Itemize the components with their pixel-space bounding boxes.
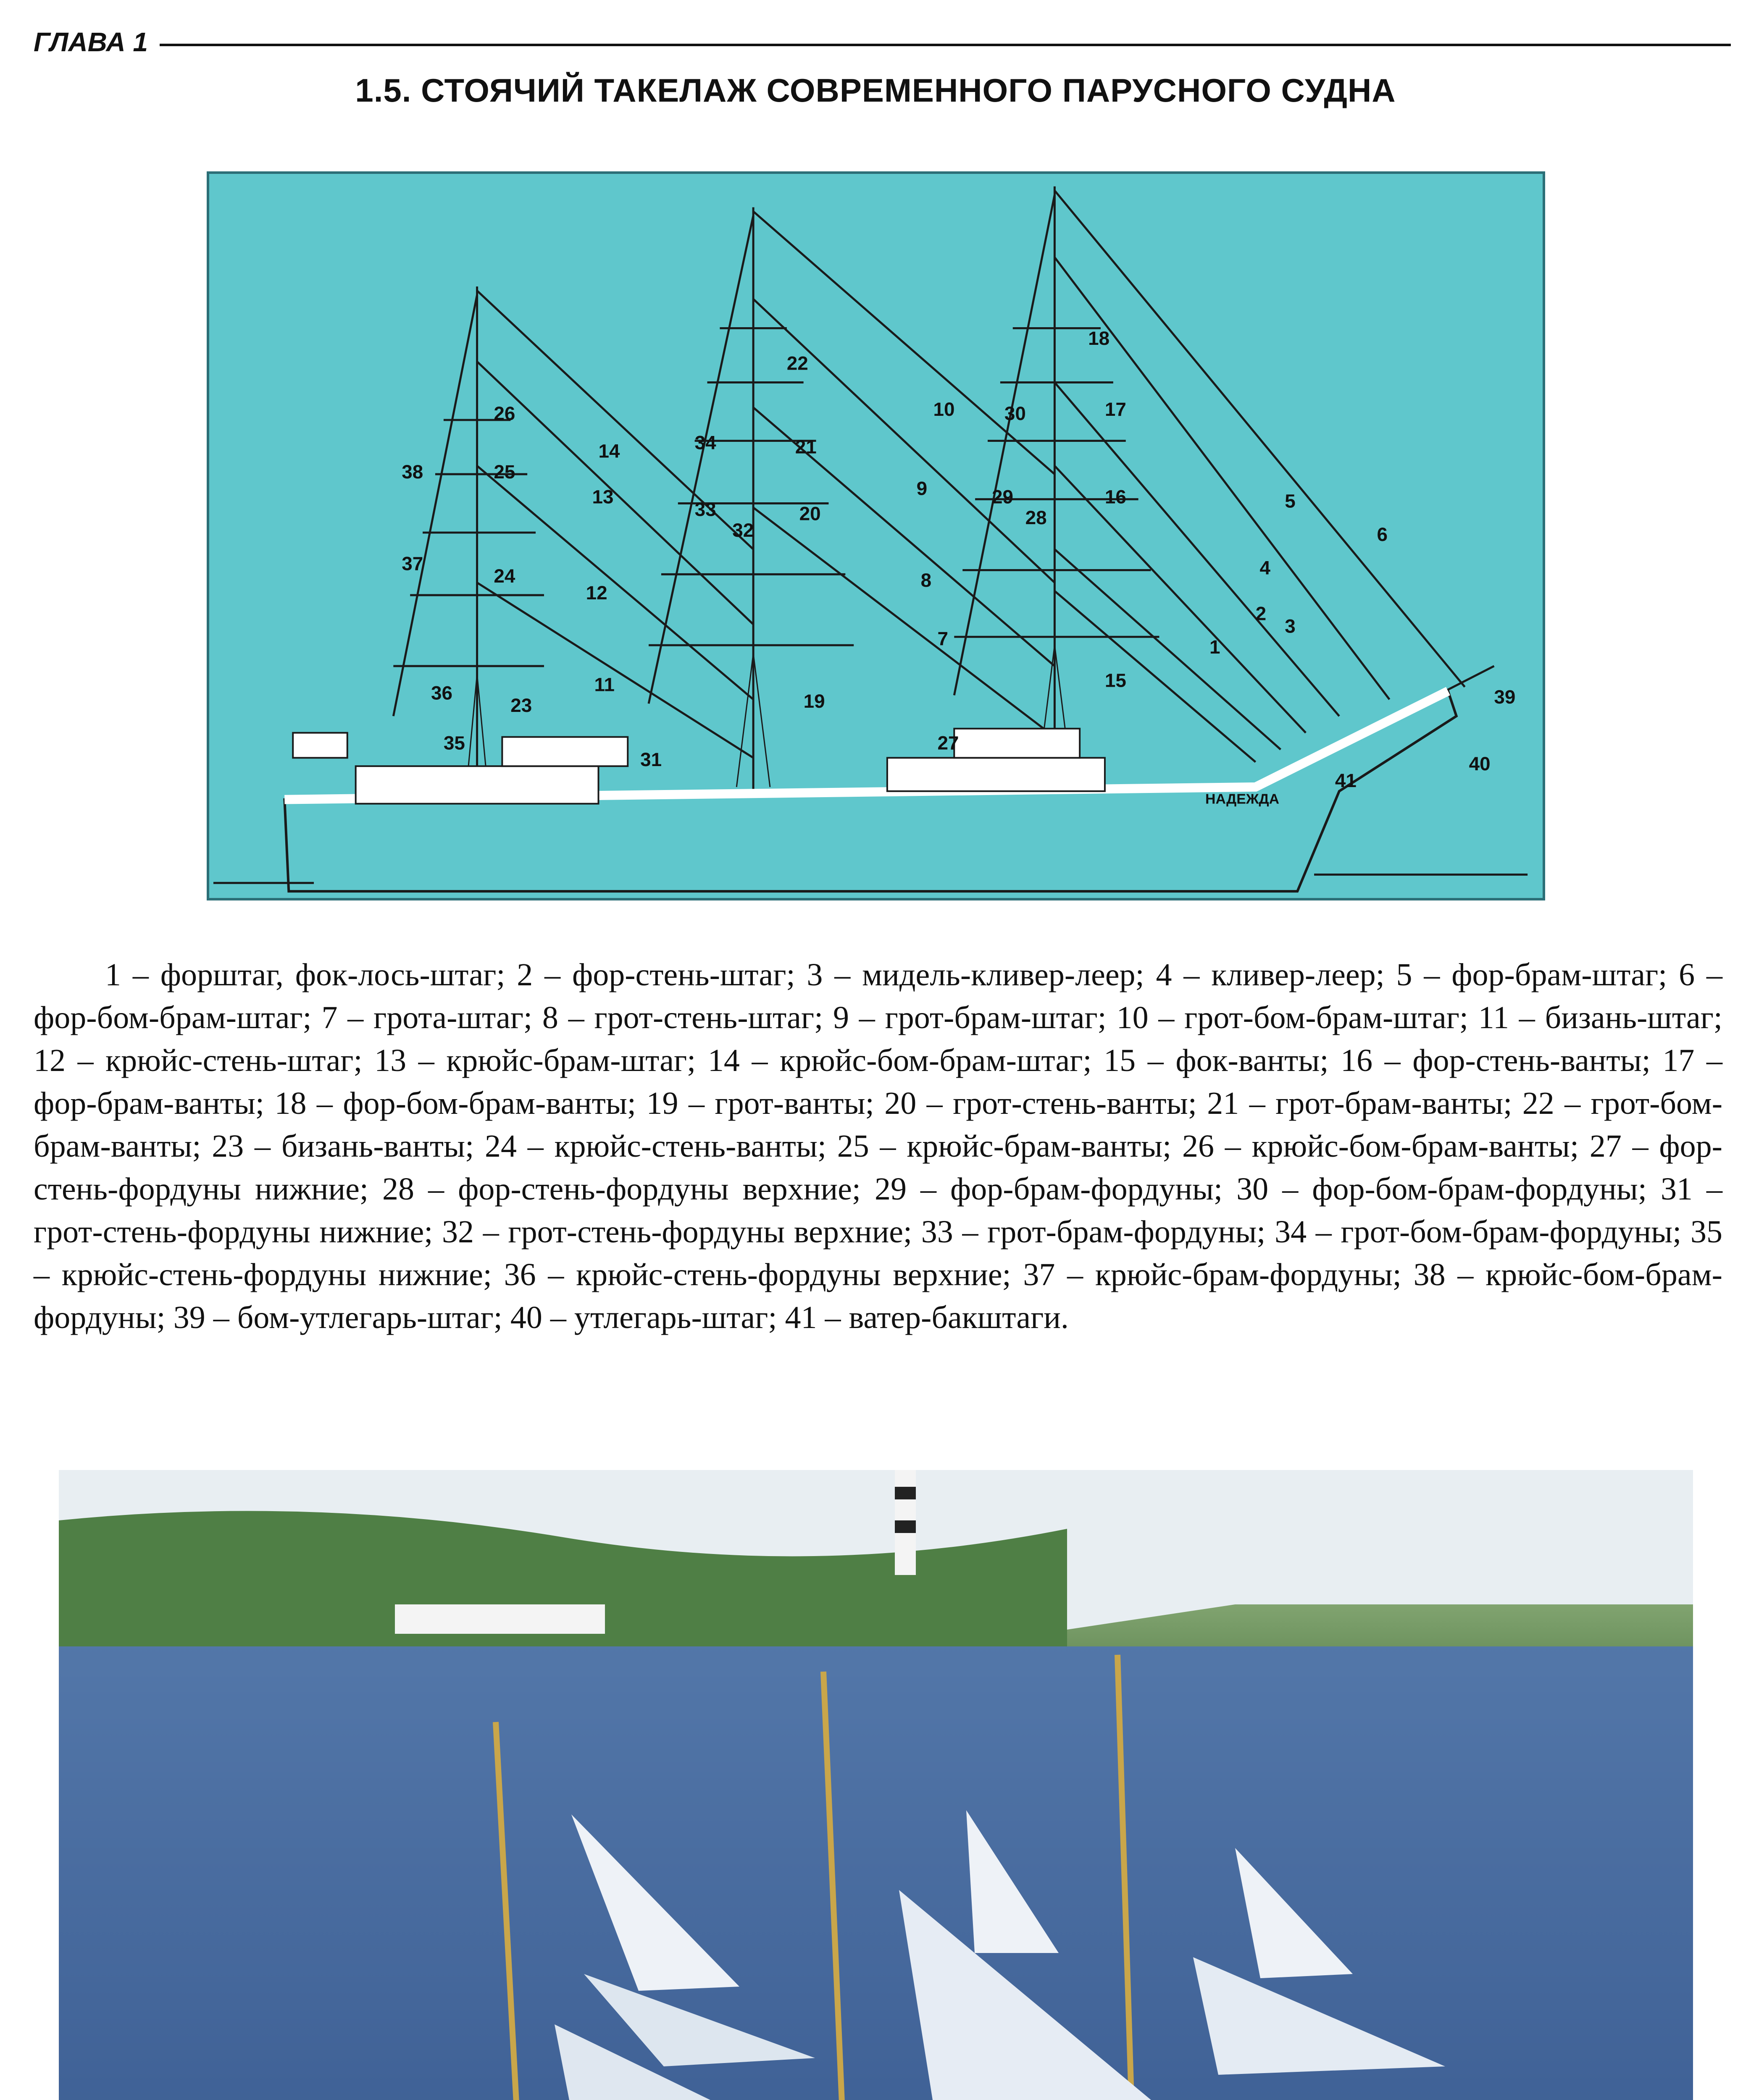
rigging-number-11: 11 xyxy=(594,674,615,696)
rigging-number-9: 9 xyxy=(916,478,928,499)
rigging-number-25: 25 xyxy=(494,461,515,483)
rigging-number-22: 22 xyxy=(786,352,808,374)
sailing-ship-photo-svg xyxy=(59,1470,1693,2100)
sailing-ship-photo xyxy=(59,1470,1693,2100)
rigging-number-26: 26 xyxy=(494,402,515,424)
rigging-legend: 1 – форштаг, фок-лось-штаг; 2 – фор-стень-штаг; 3 – мидель-кливер-леер; 4 – кливер-леер; 5 – фор-брам-штаг; 6 – фор-бом-брам-штаг; 7 – грота-штаг; 8 – грот-стень-штаг; 9 – грот-брам-штаг; 10 – грот-бом-брам-штаг; 11 – бизань-штаг; 12 – крюйс-стень-штаг; 13 – крюйс-брам-штаг; 14 – крюйс-бом-брам-штаг; 15 – фок-ванты; 16 – фор-стень-ванты; 17 – фор-брам-ванты; 18 – фор-бом-брам-ванты; 19 – грот-ванты; 20 – грот-стень-ванты; 21 – грот-брам-ванты; 22 – грот-бом-брам-ванты; 23 – бизань-ванты; 24 – крюйс-стень-ванты; 25 – крюйс-брам-ванты; 26 – крюйс-бом-брам-ванты; 27 – фор-стень-фордуны нижние; 28 – фор-стень-фордуны верхние; 29 – фор-брам-фордуны; 30 – фор-бом-брам-фордуны; 31 – грот-стень-фордуны нижние; 32 – грот-стень-фордуны верхние; 33 – грот-брам-фордуны; 34 – грот-бом-брам-фордуны; 35 – крюйс-стень-фордуны нижние; 36 – крюйс-стень-фордуны верхние; 37 – крюйс-брам-фордуны; 38 – крюйс-бом-брам-фордуны; 39 – бом-утлегарь-штаг; 40 – утлегарь-штаг; 41 – ватер-бакштаги. xyxy=(34,957,1722,1335)
rigging-number-5: 5 xyxy=(1285,490,1296,512)
rigging-number-10: 10 xyxy=(933,399,955,420)
rigging-number-18: 18 xyxy=(1088,328,1110,349)
rigging-number-3: 3 xyxy=(1285,615,1296,637)
header-rule xyxy=(160,44,1731,46)
rigging-number-34: 34 xyxy=(694,432,716,454)
rigging-number-1: 1 xyxy=(1209,636,1220,658)
rigging-number-14: 14 xyxy=(598,440,620,462)
rigging-number-36: 36 xyxy=(431,682,452,704)
rigging-number-41: 41 xyxy=(1335,769,1357,791)
rigging-diagram-svg xyxy=(209,174,1543,898)
rigging-number-23: 23 xyxy=(510,695,532,717)
rigging-diagram xyxy=(207,171,1545,900)
rigging-number-15: 15 xyxy=(1104,669,1126,691)
rigging-number-6: 6 xyxy=(1377,523,1388,545)
ship-name: НАДЕЖДА xyxy=(1205,791,1280,807)
rigging-number-21: 21 xyxy=(795,436,817,458)
rigging-number-2: 2 xyxy=(1255,603,1267,625)
rigging-number-7: 7 xyxy=(937,628,948,650)
rigging-number-37: 37 xyxy=(402,553,423,575)
section-title: 1.5. СТОЯЧИЙ ТАКЕЛАЖ СОВРЕМЕННОГО ПАРУСНОГО СУДНА xyxy=(355,72,1396,109)
rigging-number-40: 40 xyxy=(1469,753,1491,775)
rigging-number-17: 17 xyxy=(1104,399,1126,420)
rigging-number-32: 32 xyxy=(732,520,754,541)
rigging-number-13: 13 xyxy=(592,486,614,508)
rigging-number-24: 24 xyxy=(494,565,515,587)
rigging-number-35: 35 xyxy=(443,732,465,754)
rigging-number-33: 33 xyxy=(694,499,716,520)
rigging-number-20: 20 xyxy=(799,503,821,525)
rigging-number-labels xyxy=(402,328,1515,791)
rigging-number-16: 16 xyxy=(1104,486,1126,508)
chapter-label: ГЛАВА 1 xyxy=(34,27,148,57)
rigging-number-4: 4 xyxy=(1259,557,1271,579)
rigging-number-29: 29 xyxy=(991,486,1013,508)
rigging-number-8: 8 xyxy=(920,570,932,591)
rigging-number-30: 30 xyxy=(1004,402,1026,424)
rigging-number-28: 28 xyxy=(1025,507,1047,529)
rigging-number-31: 31 xyxy=(640,749,662,771)
rigging-number-27: 27 xyxy=(937,732,959,754)
rigging-number-19: 19 xyxy=(803,690,825,712)
chapter-header xyxy=(34,25,1731,59)
rigging-number-39: 39 xyxy=(1494,686,1516,708)
rigging-number-12: 12 xyxy=(586,582,607,604)
rigging-number-38: 38 xyxy=(402,461,423,483)
